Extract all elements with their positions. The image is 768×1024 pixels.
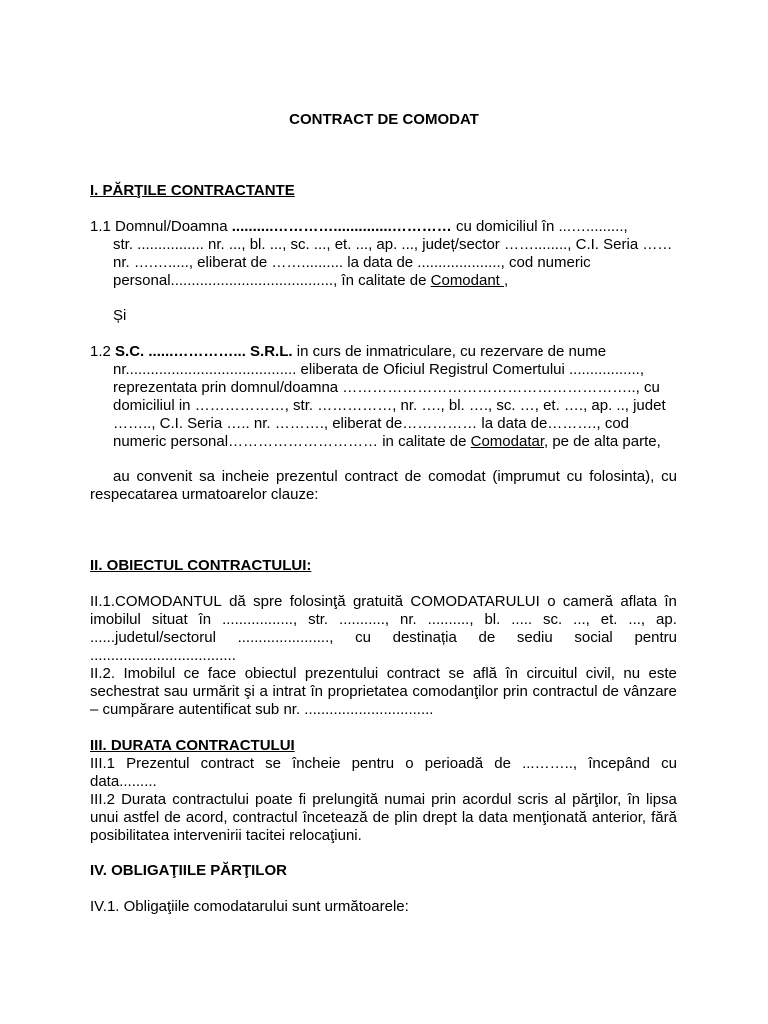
- word: de: [372, 809, 390, 826]
- word: et.: [600, 611, 618, 628]
- clause-1-2-line-3: reprezentata prin domnul/doamna ………………………………………………….., cu: [113, 379, 660, 396]
- agreement-line-1: [90, 468, 677, 486]
- word: cu: [355, 629, 371, 646]
- word: (imprumut: [492, 468, 560, 485]
- word: intrat: [272, 683, 306, 700]
- clause-1-1-name-placeholder: ..........…………..............…………: [231, 218, 452, 235]
- word: sa: [199, 468, 215, 485]
- word: contract: [386, 665, 441, 682]
- word: prezentul: [276, 468, 338, 485]
- word: pentru: [634, 629, 677, 646]
- word: încetează: [302, 809, 368, 826]
- word: în: [664, 593, 677, 610]
- clause-3-1-line-2: data.........: [90, 773, 157, 790]
- comodant-term: Comodant: [430, 272, 505, 289]
- word: destinația: [392, 629, 457, 646]
- agreement-line-2: respecatarea urmatoarelor clauze:: [90, 486, 319, 503]
- word: comodanţilor: [412, 683, 499, 700]
- clause-1-2-line-6: [113, 433, 661, 451]
- word: imobilul: [90, 611, 141, 628]
- word: contractul: [532, 683, 598, 700]
- word: social: [574, 629, 613, 646]
- clause-2-1-line-4: ...................................: [90, 647, 236, 664]
- word: de: [494, 755, 511, 772]
- clause-2-1-line-3: [90, 629, 677, 647]
- word: au: [113, 468, 130, 485]
- word: obiectul: [244, 665, 297, 682]
- clause-2-2-line-3: – cumpărare autentificat sub nr. ...............................: [90, 701, 434, 718]
- clause-3-1-line-1: [90, 755, 677, 773]
- word: ...……..,: [522, 755, 578, 772]
- word: a: [259, 683, 268, 700]
- word: părţilor,: [572, 791, 622, 808]
- word: la: [461, 809, 474, 826]
- word: de: [602, 683, 619, 700]
- word: acordul: [462, 791, 512, 808]
- word: gratuită: [352, 593, 403, 610]
- word: COMODATARULUI: [410, 593, 540, 610]
- clause-1-1-domicile: cu domiciliul în ...….........,: [451, 218, 628, 235]
- word: ...,: [628, 611, 646, 628]
- clause-3-2-line-1: [90, 791, 677, 809]
- word: prin: [502, 683, 528, 700]
- word: în: [310, 683, 323, 700]
- word: acord,: [185, 809, 228, 826]
- clause-4-1: IV.1. Obligaţiile comodatarului sunt următoarele:: [90, 898, 409, 915]
- clause-2-2-line-2: [90, 683, 677, 701]
- word: prezentului: [304, 665, 379, 682]
- word: în: [198, 611, 212, 628]
- word: o: [547, 593, 556, 610]
- word: sau: [163, 683, 189, 700]
- conjunction-si: Și: [113, 307, 127, 324]
- word: al: [554, 791, 567, 808]
- clause-1-2-registration: in curs de inmatriculare, cu rezervare de nume: [292, 343, 607, 360]
- word: proprietatea: [327, 683, 408, 700]
- word: sechestrat: [90, 683, 160, 700]
- word: de: [164, 809, 181, 826]
- word: în: [627, 791, 640, 808]
- clause-1-1-line-3: nr. ….…....., eliberat de …….......... la data de ...................., cod numeric: [113, 254, 591, 271]
- word: face: [207, 665, 237, 682]
- word: ...,: [573, 611, 590, 628]
- word: convenit: [136, 468, 193, 485]
- word: începând: [588, 755, 650, 772]
- word: III.2: [90, 791, 116, 808]
- clause-2-2-line-1: [90, 665, 677, 683]
- clause-2-1-line-1: [90, 593, 677, 611]
- clause-1-1-line-2: str. ................ nr. ..., bl. ..., sc. ..., et. ..., ap. ..., județ/sector ……........, C.I. Seria ……: [113, 236, 673, 253]
- clause-3-2-line-2: [90, 809, 677, 827]
- word: urmărit: [192, 683, 240, 700]
- word: menţionată: [512, 809, 587, 826]
- company-name-placeholder: S.C. ......…………... S.R.L.: [115, 343, 293, 360]
- word: de: [478, 629, 496, 646]
- clause-1-2-line-4: domiciliul in ………………, str. ……………, nr. …., bl. …., sc. …, et. …., ap. .., judet: [113, 397, 666, 414]
- word: Durata: [121, 791, 167, 808]
- clause-1-2-prefix: 1.2: [90, 343, 116, 360]
- word: str.: [308, 611, 329, 628]
- word: fi: [298, 791, 307, 808]
- word: nu: [623, 665, 641, 682]
- clause-1-2-line-5: …….., C.I. Seria ….. nr. ………., eliberat de…………… la data de………., cod: [113, 415, 629, 432]
- word: situat: [151, 611, 188, 628]
- word: dă: [229, 593, 246, 610]
- word: folosinţă: [289, 593, 346, 610]
- clause-1-1-end: ,: [504, 272, 509, 289]
- word: II.2.: [90, 665, 116, 682]
- word: incheie: [221, 468, 270, 485]
- clause-1-1-personal: personal......................................., în calitate de: [113, 272, 431, 289]
- word: Prezentul: [126, 755, 190, 772]
- section-2-heading: II. OBIECTUL CONTRACTULUI:: [90, 557, 312, 574]
- word: lipsa: [646, 791, 677, 808]
- word: se: [265, 755, 281, 772]
- clause-3-2-line-3: posibilitatea intervenirii tacitei relocaţiuni.: [90, 827, 362, 844]
- word: prelungită: [312, 791, 379, 808]
- word: III.1: [90, 755, 116, 772]
- word: folosinta),: [589, 468, 655, 485]
- word: data: [478, 809, 508, 826]
- comodatar-term: Comodatar: [470, 433, 544, 450]
- section-1-heading: I. PĂRŢILE CONTRACTANTE: [90, 182, 295, 199]
- word: contract: [200, 755, 254, 772]
- word: încheie: [292, 755, 341, 772]
- word: contract: [344, 468, 398, 485]
- section-4-heading: IV. OBLIGAŢIILE PĂRŢILOR: [90, 862, 287, 879]
- word: află: [472, 665, 498, 682]
- section-3-heading: III. DURATA CONTRACTULUI: [90, 737, 295, 754]
- word: pentru: [351, 755, 395, 772]
- clause-1-2-end: , pe de alta parte,: [544, 433, 661, 450]
- word: .....: [511, 611, 533, 628]
- clause-1-2-line-2: nr......................................... eliberata de Oficiul Registrul Comertului .................,: [113, 361, 645, 378]
- word: cu: [566, 468, 583, 485]
- word: ......................,: [237, 629, 334, 646]
- clause-1-2-line-1: [90, 343, 606, 361]
- clause-1-1-prefix: 1.1 Domnul/Doamna: [90, 218, 232, 235]
- word: ap.: [656, 611, 677, 628]
- word: de: [404, 468, 422, 485]
- word: ce: [183, 665, 200, 682]
- word: ..........,: [427, 611, 474, 628]
- word: comodat: [428, 468, 486, 485]
- clause-2-1-line-2: [90, 611, 677, 629]
- word: perioadă: [424, 755, 484, 772]
- word: .................,: [222, 611, 298, 628]
- word: Imobilul: [123, 665, 176, 682]
- word: bl.: [484, 611, 501, 628]
- word: o: [405, 755, 414, 772]
- word: contractului: [172, 791, 249, 808]
- word: cu: [661, 755, 677, 772]
- clause-1-2-personal: numeric personal………………………… in calitate de: [113, 433, 471, 450]
- word: plin: [394, 809, 418, 826]
- clause-1-1-line-1: [90, 218, 628, 236]
- word: vânzare: [623, 683, 677, 700]
- word: prin: [431, 791, 457, 808]
- word: şi: [243, 683, 255, 700]
- word: sc.: [543, 611, 563, 628]
- word: se: [448, 665, 465, 682]
- word: este: [648, 665, 677, 682]
- word: aflata: [620, 593, 658, 610]
- word: ......judetul/sectorul: [90, 629, 216, 646]
- word: anterior,: [591, 809, 647, 826]
- document-title: CONTRACT DE COMODAT: [289, 111, 479, 128]
- word: numai: [384, 791, 426, 808]
- word: sediu: [516, 629, 553, 646]
- word: civil,: [585, 665, 615, 682]
- word: poate: [255, 791, 293, 808]
- word: fără: [651, 809, 677, 826]
- word: ...........,: [339, 611, 390, 628]
- word: scris: [517, 791, 549, 808]
- word: unui: [90, 809, 119, 826]
- word: nr.: [400, 611, 417, 628]
- word: spre: [253, 593, 283, 610]
- word: drept: [422, 809, 457, 826]
- word: II.1.COMODANTUL: [90, 593, 222, 610]
- word: contractul: [232, 809, 298, 826]
- word: circuitul: [526, 665, 578, 682]
- word: cameră: [562, 593, 613, 610]
- word: cu: [661, 468, 677, 485]
- word: astfel: [123, 809, 160, 826]
- word: în: [505, 665, 518, 682]
- clause-1-1-line-4: [113, 272, 508, 290]
